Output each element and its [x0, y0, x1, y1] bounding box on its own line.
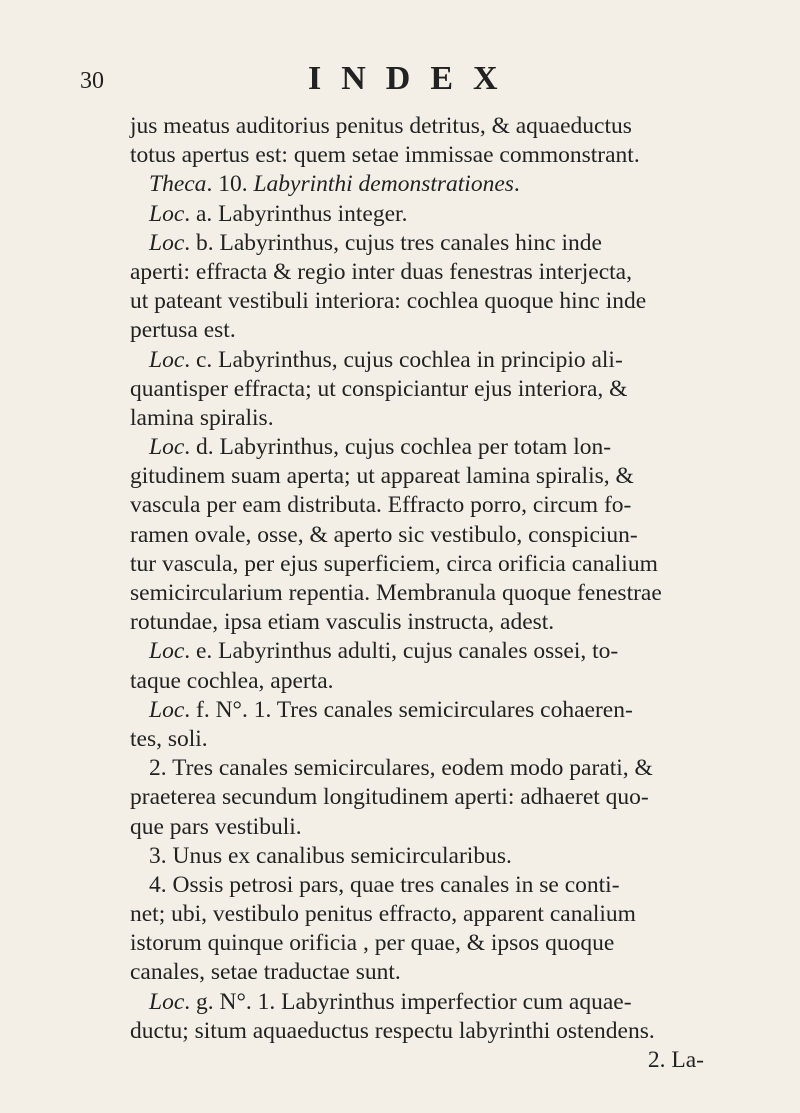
text-line — [130, 491, 710, 520]
text-span: quantisper effracta; ut conspiciantur ejus interiora, & — [130, 375, 628, 402]
text-line — [130, 258, 710, 287]
text-span: taque cochlea, aperta. — [130, 667, 334, 694]
italic-span: Loc — [149, 638, 185, 665]
text-line — [130, 200, 710, 229]
text-line — [130, 871, 710, 900]
text-line — [130, 988, 710, 1017]
text-line — [130, 783, 710, 812]
text-span: vascula per eam distributa. Effracto porro, circum fo- — [130, 492, 632, 519]
italic-span: Theca — [149, 171, 207, 198]
italic-span: Loc — [149, 229, 185, 256]
text-span: . b. Labyrinthus, cujus tres canales hinc inde — [184, 229, 602, 256]
italic-span: Loc — [149, 696, 185, 723]
italic-span: Loc — [149, 200, 185, 227]
text-span: totus apertus est: quem setae immissae commonstrant. — [130, 142, 640, 169]
text-line — [130, 579, 710, 608]
text-line — [130, 316, 710, 345]
text-line — [130, 346, 710, 375]
text-span: . e. Labyrinthus adulti, cujus canales ossei, to- — [184, 638, 619, 665]
text-span: ut pateant vestibuli interiora: cochlea quoque hinc inde — [130, 288, 647, 315]
text-span: . g. N°. 1. Labyrinthus imperfectior cum aquae- — [184, 988, 632, 1015]
text-line — [130, 521, 710, 550]
text-span: canales, setae traductae sunt. — [130, 959, 401, 986]
text-line — [130, 725, 710, 754]
text-span: jus meatus auditorius penitus detritus, & aquaeductus — [130, 113, 632, 139]
text-span: pertusa est. — [130, 317, 236, 344]
text-line — [130, 637, 710, 666]
text-line — [130, 170, 710, 199]
italic-span: Loc — [149, 988, 185, 1015]
text-line — [130, 1017, 710, 1046]
text-line — [130, 842, 710, 871]
text-span: que pars vestibuli. — [130, 813, 302, 840]
text-span: rotundae, ipsa etiam vasculis instructa, adest. — [130, 609, 555, 636]
text-span: net; ubi, vestibulo penitus effracto, apparent canalium — [130, 901, 636, 928]
running-title: INDEX — [308, 60, 518, 97]
text-span: ramen ovale, osse, & aperto sic vestibulo, conspiciun- — [130, 521, 638, 548]
text-span: aperti: effracta & regio inter duas fenestras interjecta, — [130, 258, 632, 285]
text-span: ductu; situm aquaeductus respectu labyrinthi ostendens. — [130, 1017, 655, 1044]
catchword: 2. La- — [647, 1047, 704, 1073]
text-span: semicircularium repentia. Membranula quoque fenestrae — [130, 580, 662, 606]
text-span: praeterea secundum longitudinem aperti: adhaeret quo- — [130, 784, 649, 811]
text-line — [130, 229, 710, 258]
text-line — [130, 754, 710, 783]
text-span: 2. Tres canales semicirculares, eodem modo parati, & — [149, 755, 653, 782]
text-span: . d. Labyrinthus, cujus cochlea per totam lon- — [184, 434, 612, 461]
text-line — [130, 929, 710, 958]
text-line — [130, 958, 710, 987]
text-span: lamina spiralis. — [130, 404, 274, 431]
text-span: istorum quinque orificia , per quae, & ipsos quoque — [130, 930, 615, 957]
italic-span: Labyrinthi demonstrationes — [253, 171, 514, 198]
text-span: 4. Ossis petrosi pars, quae tres canales in se conti- — [149, 871, 620, 898]
text-span: . a. Labyrinthus integer. — [184, 200, 408, 227]
italic-span: Loc — [149, 346, 185, 373]
text-line — [130, 287, 710, 316]
text-span: tur vascula, per ejus superficiem, circa orificia canalium — [130, 550, 658, 577]
text-span: . f. N°. 1. Tres canales semicirculares cohaeren- — [184, 696, 633, 723]
text-line — [130, 667, 710, 696]
text-span: . — [513, 171, 520, 198]
text-span: . 10. — [206, 171, 254, 198]
text-line — [130, 608, 710, 637]
text-line — [130, 112, 710, 141]
italic-span: Loc — [149, 434, 185, 461]
text-line — [130, 375, 710, 404]
text-span: gitudinem suam aperta; ut appareat lamina spiralis, & — [130, 463, 634, 490]
running-header — [0, 60, 800, 100]
text-line — [130, 900, 710, 929]
text-line — [130, 813, 710, 842]
text-span: tes, soli. — [130, 725, 208, 752]
page-number: 30 — [80, 68, 104, 94]
text-line — [130, 433, 710, 462]
text-line — [130, 462, 710, 491]
text-line — [130, 141, 710, 170]
text-line — [130, 550, 710, 579]
text-line — [130, 696, 710, 725]
text-span: 3. Unus ex canalibus semicircularibus. — [149, 842, 512, 869]
text-span: . c. Labyrinthus, cujus cochlea in principio ali- — [184, 346, 623, 373]
body-text — [130, 112, 710, 1075]
text-line — [130, 404, 710, 433]
